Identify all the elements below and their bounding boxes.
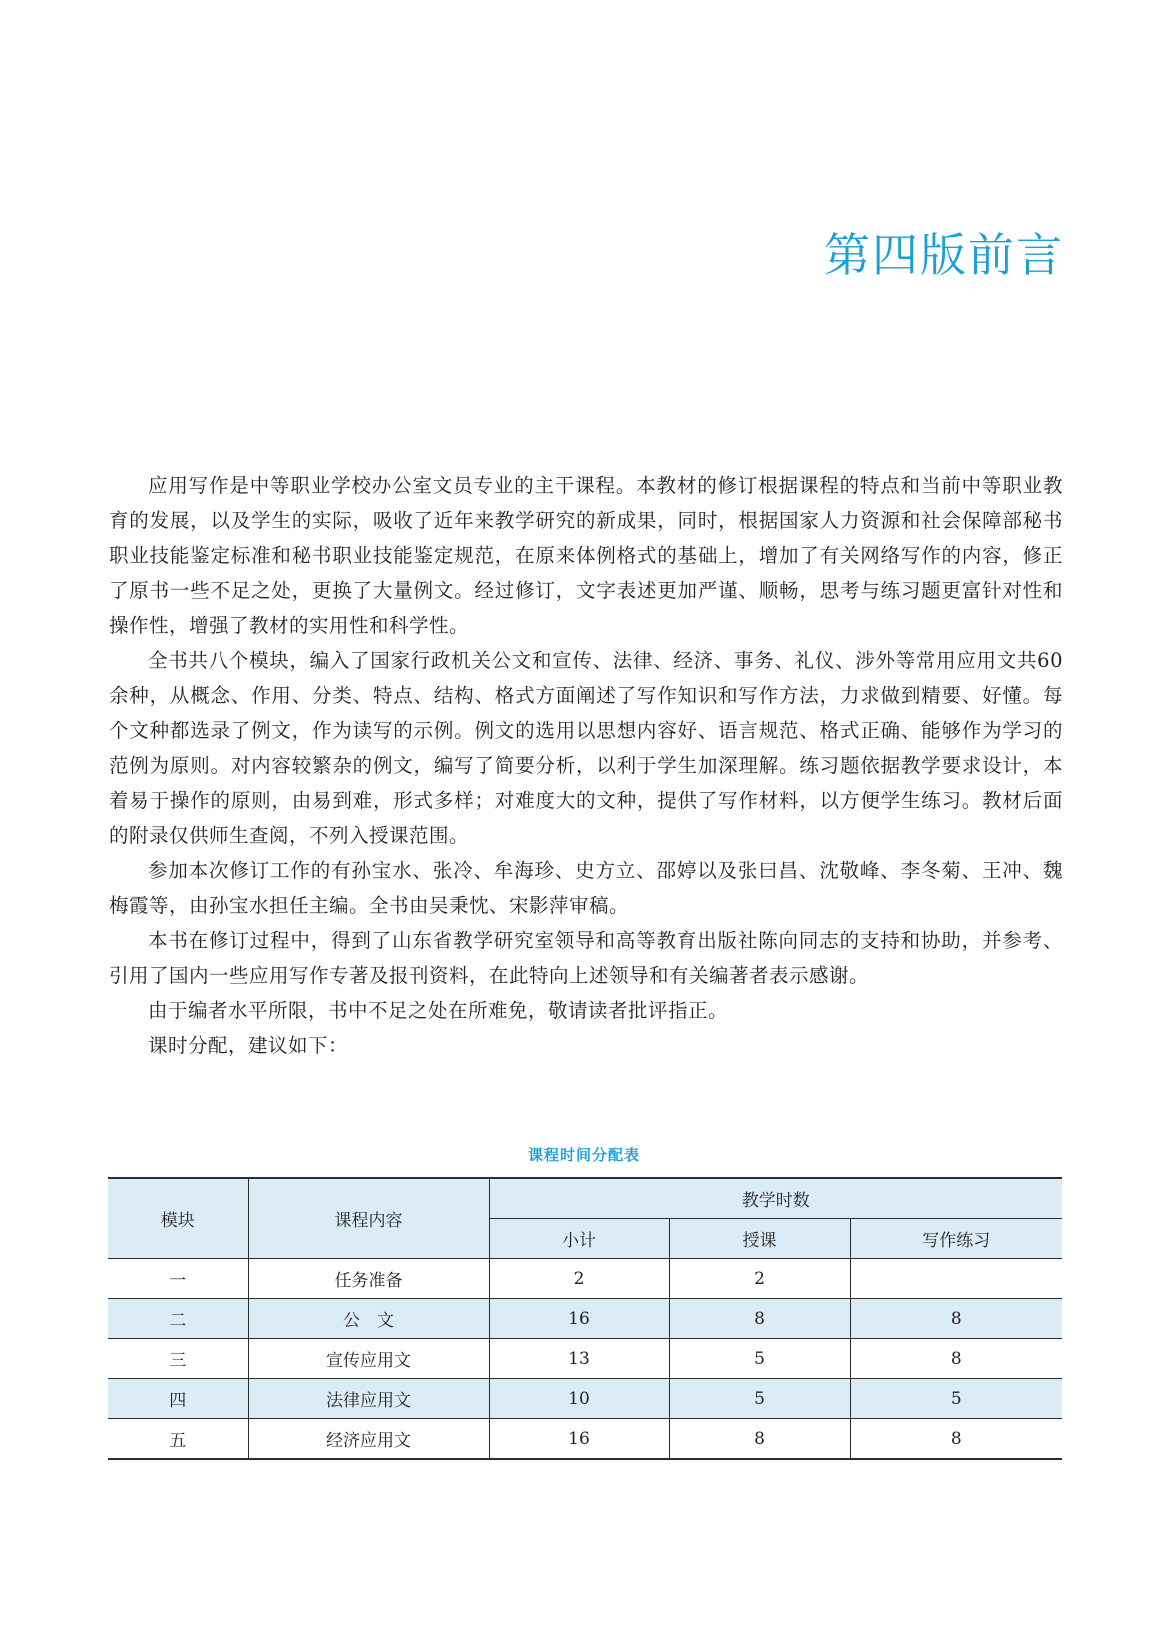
table-row: [108, 1259, 1062, 1299]
cell-lecture: 2: [669, 1259, 850, 1299]
cell-content: 经济应用文: [248, 1419, 489, 1460]
header-content: 课程内容: [248, 1178, 489, 1259]
paragraph-1: 应用写作是中等职业学校办公室文员专业的主干课程。本教材的修订根据课程的特点和当前中等职业教育的发展，以及学生的实际，吸收了近年来教学研究的新成果，同时，根据国家人力资源和社会保障部秘书职业技能鉴定标准和秘书职业技能鉴定规范，在原来体例格式的基础上，增加了有关网络写作的内容，修正了原书一些不足之处，更换了大量例文。经过修订，文字表述更加严谨、顺畅，思考与练习题更富针对性和操作性，增强了教材的实用性和科学性。: [109, 474, 1063, 637]
cell-practice: 8: [850, 1299, 1062, 1339]
cell-practice: 8: [850, 1339, 1062, 1379]
cell-practice: 5: [850, 1379, 1062, 1419]
cell-practice: 8: [850, 1419, 1062, 1460]
cell-module: 三: [108, 1339, 248, 1379]
header-module: 模块: [108, 1178, 248, 1259]
paragraph-3: 参加本次修订工作的有孙宝水、张冷、牟海珍、史方立、邵婷以及张曰昌、沈敬峰、李冬菊、王冲、魏梅霞等，由孙宝水担任主编。全书由吴秉忱、宋影萍审稿。: [109, 859, 1063, 917]
table-row: [108, 1379, 1062, 1419]
table-header-row: [108, 1178, 1062, 1219]
paragraph-2: 全书共八个模块，编入了国家行政机关公文和宣传、法律、经济、事务、礼仪、涉外等常用应用文共60余种，从概念、作用、分类、特点、结构、格式方面阐述了写作知识和写作方法，力求做到精要、好懂。每个文种都选录了例文，作为读写的示例。例文的选用以思想内容好、语言规范、格式正确、能够作为学习的范例为原则。对内容较繁杂的例文，编写了简要分析，以利于学生加深理解。练习题依据教学要求设计，本着易于操作的原则，由易到难，形式多样；对难度大的文种，提供了写作材料，以方便学生练习。教材后面的附录仅供师生查阅，不列入授课范围。: [109, 649, 1063, 847]
cell-lecture: 8: [669, 1419, 850, 1460]
schedule-table: [108, 1177, 1062, 1460]
cell-module: 二: [108, 1299, 248, 1339]
cell-content: 宣传应用文: [248, 1339, 489, 1379]
cell-content: 任务准备: [248, 1259, 489, 1299]
preface-body: [109, 468, 1063, 1063]
table-caption: 课程时间分配表: [527, 1146, 640, 1164]
cell-lecture: 8: [669, 1299, 850, 1339]
cell-lecture: 5: [669, 1379, 850, 1419]
cell-subtotal: 16: [489, 1419, 669, 1460]
header-lecture: 授课: [669, 1219, 850, 1259]
table-row: [108, 1419, 1062, 1460]
cell-subtotal: 2: [489, 1259, 669, 1299]
cell-content: 法律应用文: [248, 1379, 489, 1419]
header-hours: 教学时数: [489, 1178, 1062, 1219]
header-subtotal: 小计: [489, 1219, 669, 1259]
cell-content: 公 文: [248, 1299, 489, 1339]
cell-lecture: 5: [669, 1339, 850, 1379]
cell-module: 四: [108, 1379, 248, 1419]
cell-module: 一: [108, 1259, 248, 1299]
paragraph-6: 课时分配，建议如下：: [148, 1034, 349, 1057]
page-title: 第四版前言: [824, 228, 1064, 282]
table-row: [108, 1339, 1062, 1379]
cell-subtotal: 10: [489, 1379, 669, 1419]
cell-subtotal: 16: [489, 1299, 669, 1339]
cell-subtotal: 13: [489, 1339, 669, 1379]
cell-practice: [850, 1259, 1062, 1299]
header-practice: 写作练习: [850, 1219, 1062, 1259]
cell-module: 五: [108, 1419, 248, 1460]
paragraph-4: 本书在修订过程中，得到了山东省教学研究室领导和高等教育出版社陈向同志的支持和协助，并参考、引用了国内一些应用写作专著及报刊资料，在此特向上述领导和有关编著者表示感谢。: [109, 929, 1063, 987]
table-row: [108, 1299, 1062, 1339]
paragraph-5: 由于编者水平所限，书中不足之处在所难免，敬请读者批评指正。: [148, 999, 729, 1022]
